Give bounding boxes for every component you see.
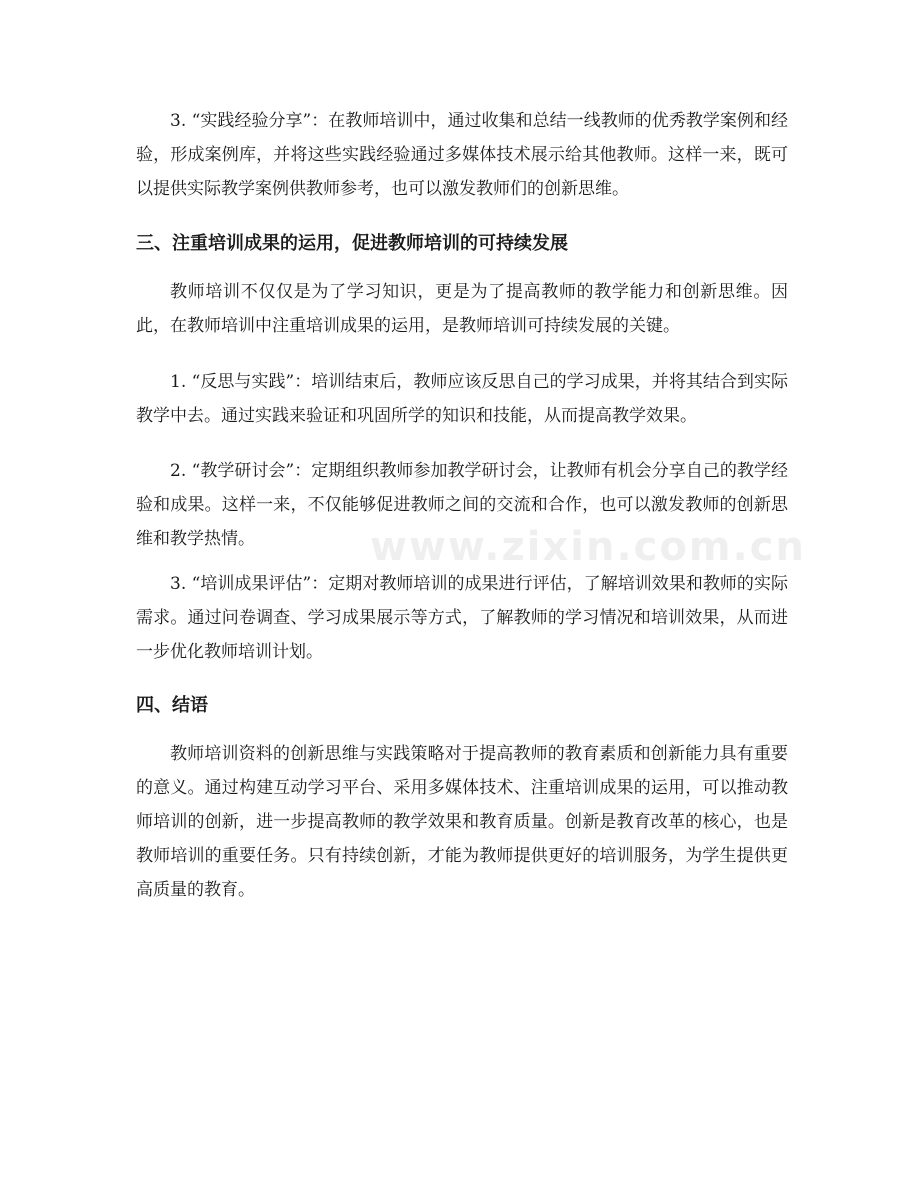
paragraph-reflection-practice: 1. “反思与实践”：培训结束后，教师应该反思自己的学习成果，并将其结合到实际教学中去。通过实践来验证和巩固所学的知识和技能，从而提高教学效果。 [136, 372, 788, 426]
paragraph-outcome-evaluation: 3. “培训成果评估”：定期对教师培训的成果进行评估，了解培训效果和教师的实际需求。通过问卷调查、学习成果展示等方式，了解教师的学习情况和培训效果，从而进一步优化教师培训计划。 [136, 574, 788, 662]
section-heading-four: 四、结语 [136, 695, 208, 716]
paragraph-practice-sharing: 3. “实践经验分享”：在教师培训中，通过收集和总结一线教师的优秀教学案例和经验，形成案例库，并将这些实践经验通过多媒体技术展示给其他教师。这样一来，既可以提供实际教学案例供教师参考，也可以激发教师们的创新思维。 [136, 111, 788, 199]
paragraph-training-purpose: 教师培训不仅仅是为了学习知识，更是为了提高教师的教学能力和创新思维。因此，在教师培训中注重培训成果的运用，是教师培训可持续发展的关键。 [136, 282, 788, 336]
watermark: www.zixin.com.cn [370, 524, 806, 570]
section-heading-three: 三、注重培训成果的运用，促进教师培训的可持续发展 [136, 233, 568, 254]
paragraph-conclusion: 教师培训资料的创新思维与实践策略对于提高教师的教育素质和创新能力具有重要的意义。通过构建互动学习平台、采用多媒体技术、注重培训成果的运用，可以推动教师培训的创新，进一步提高教师的教学效果和教育质量。创新是教育改革的核心，也是教师培训的重要任务。只有持续创新，才能为教师提供更好的培训服务，为学生提供更高质量的教育。 [136, 744, 788, 900]
paragraph-teaching-seminar: 2. “教学研讨会”：定期组织教师参加教学研讨会，让教师有机会分享自己的教学经验和成果。这样一来，不仅能够促进教师之间的交流和合作，也可以激发教师的创新思维和教学热情。 [136, 461, 788, 549]
